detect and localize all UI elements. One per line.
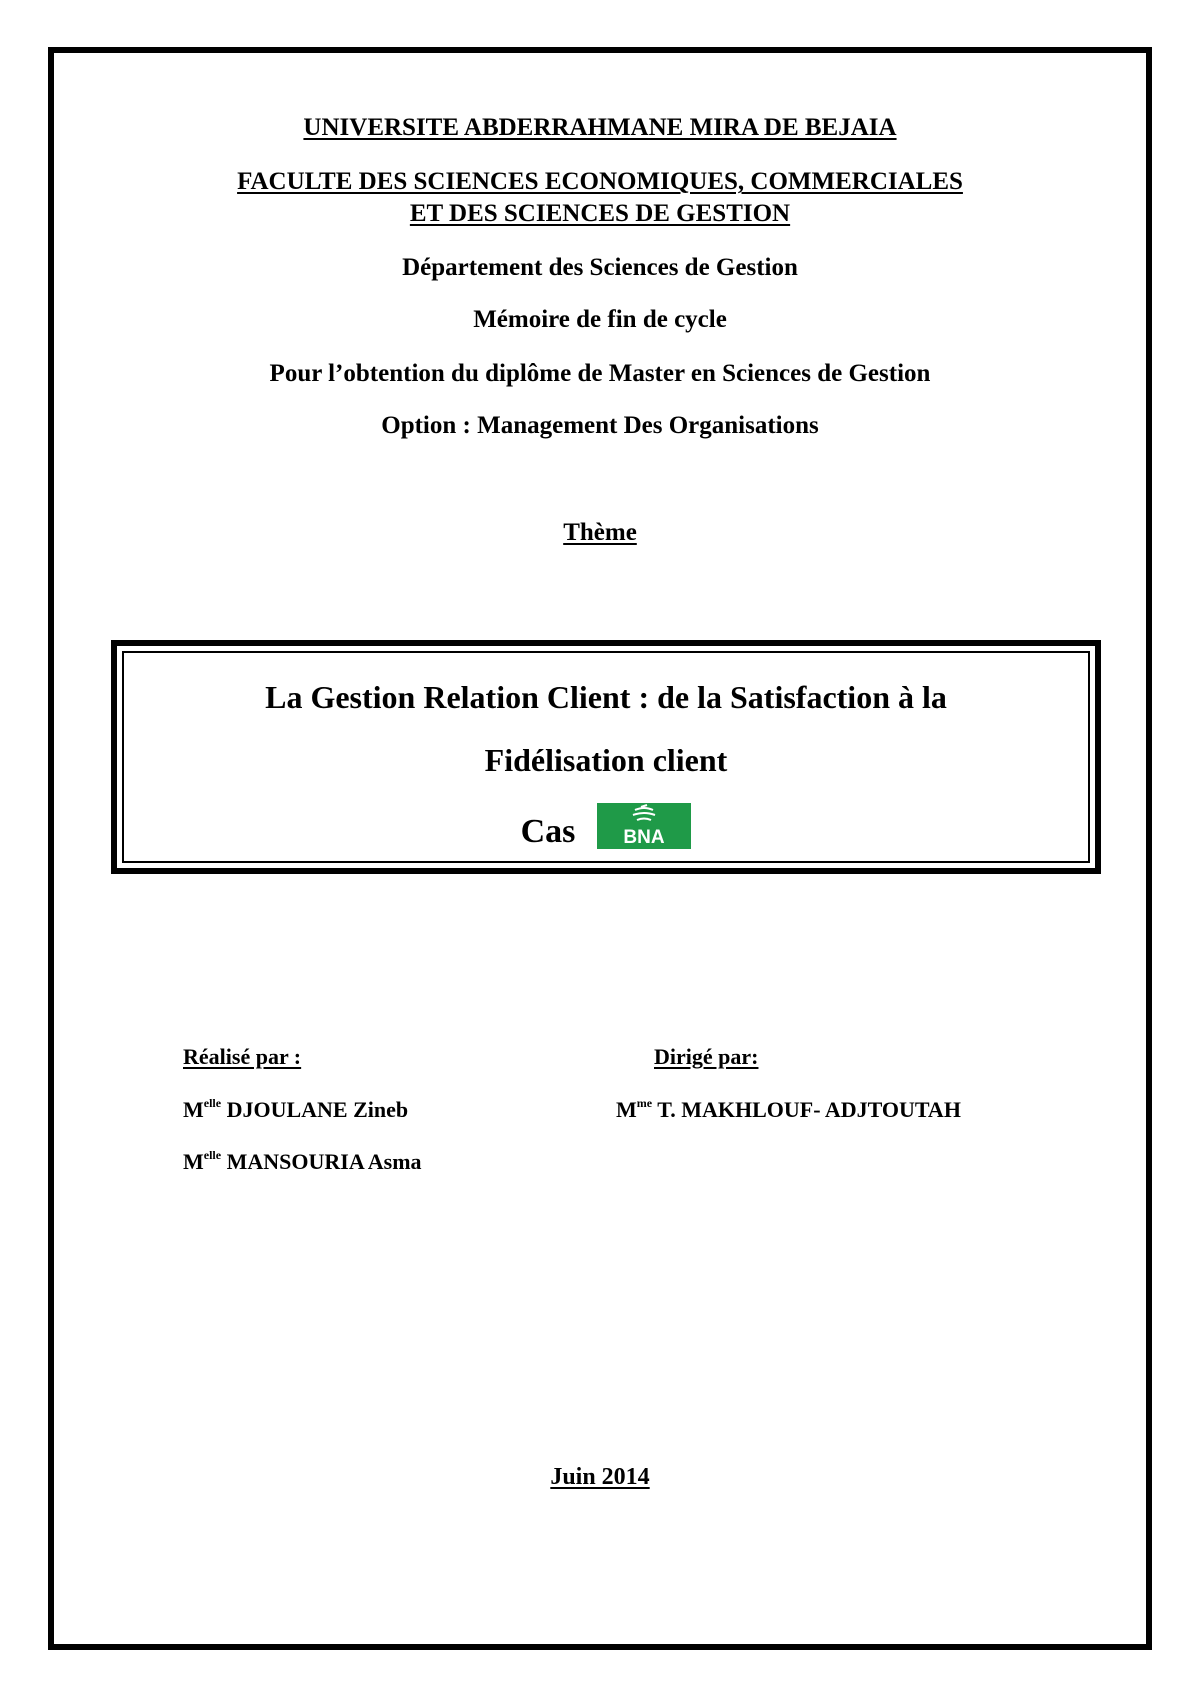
department: Département des Sciences de Gestion xyxy=(402,254,798,281)
supervisor-heading: Dirigé par: xyxy=(654,1044,759,1069)
theme-title-line-2: Fidélisation client xyxy=(484,742,728,778)
supervisor-name: T. MAKHLOUF- ADJTOUTAH xyxy=(652,1097,961,1122)
option: Option : Management Des Organisations xyxy=(381,412,819,439)
authors-heading: Réalisé par : xyxy=(183,1044,302,1069)
author-1-title: elle xyxy=(203,1095,222,1110)
theme-title-line-1: La Gestion Relation Client : de la Satisfaction à la xyxy=(265,679,947,715)
author-2-name: MANSOURIA Asma xyxy=(221,1149,422,1174)
case-label: Cas xyxy=(520,813,576,850)
university-name: UNIVERSITE ABDERRAHMANE MIRA DE BEJAIA xyxy=(303,114,897,141)
author-1-name: DJOULANE Zineb xyxy=(221,1097,409,1122)
author-2-prefix: M xyxy=(183,1149,204,1174)
faculty-line-1: FACULTE DES SCIENCES ECONOMIQUES, COMMERCIALES xyxy=(237,168,963,195)
author-2 xyxy=(183,1149,422,1175)
bna-logo xyxy=(597,803,691,849)
date: Juin 2014 xyxy=(550,1464,650,1490)
case-row xyxy=(124,803,1088,849)
author-1 xyxy=(183,1097,408,1123)
title-box-inner xyxy=(122,651,1090,863)
title-box xyxy=(111,640,1101,874)
supervisor-prefix: M xyxy=(616,1097,637,1122)
thesis-type: Mémoire de fin de cycle xyxy=(473,306,727,333)
diploma: Pour l’obtention du diplôme de Master en Sciences de Gestion xyxy=(269,360,931,387)
bna-logo-text: BNA xyxy=(623,827,665,848)
author-1-prefix: M xyxy=(183,1097,204,1122)
author-2-title: elle xyxy=(203,1147,222,1162)
supervisor-title: me xyxy=(636,1095,653,1110)
supervisor xyxy=(616,1097,961,1123)
theme-label: Thème xyxy=(563,519,637,546)
faculty-line-2: ET DES SCIENCES DE GESTION xyxy=(409,200,791,227)
